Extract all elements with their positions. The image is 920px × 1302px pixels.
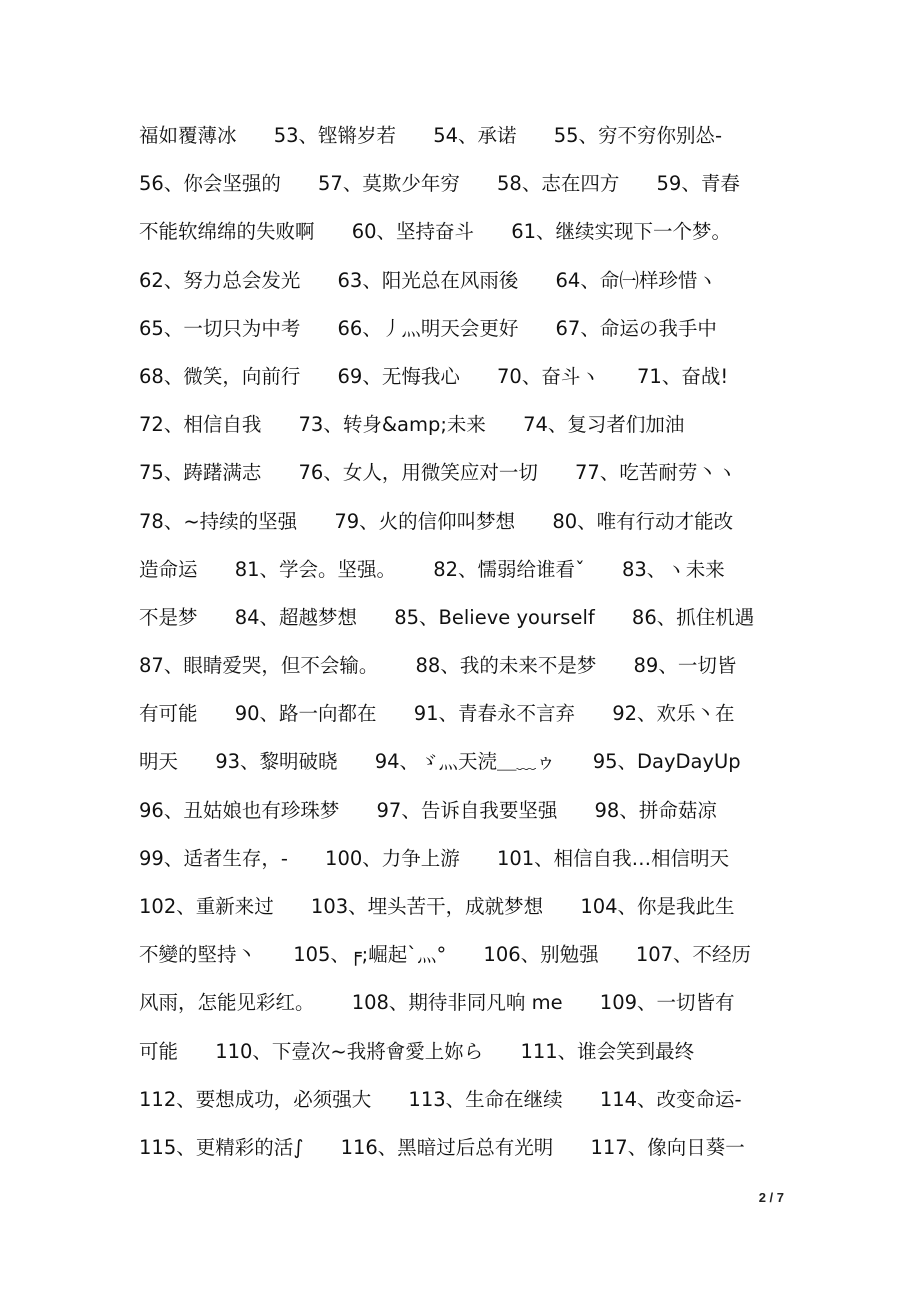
text-line: 可能 110、下壹次~我將會愛上妳ら 111、谁会笑到最终 xyxy=(139,1039,695,1063)
text-line: 风雨，怎能见彩红。 108、期待非同凡响 me 109、一切皆有 xyxy=(139,991,735,1015)
text-line: 56、你会坚强的 57、莫欺少年穷 58、志在四方 59、青春 xyxy=(139,172,740,196)
text-line: 不變的堅持丶 105、╒;崛起`灬° 106、别勉强 107、不经历 xyxy=(139,943,752,967)
text-line: 87、眼睛爱哭，但不会输。 88、我的未来不是梦 89、一切皆 xyxy=(139,654,737,678)
text-line: 65、一切只为中考 66、丿灬明天会更好 67、命运の我手中 xyxy=(139,316,717,340)
text-line: 明天 93、黎明破晓 94、ゞ灬天涜＿﹏ゥ 95、DayDayUp xyxy=(139,750,741,774)
page-number: 2 / 7 xyxy=(758,1190,784,1205)
text-line: 115、更精彩的活∫ 116、黑暗过后总有光明 117、像向日葵一 xyxy=(139,1135,745,1159)
text-line: 不是梦 84、超越梦想 85、Believe yourself 86、抓住机遇 xyxy=(139,605,755,629)
text-line: 福如覆薄冰 53、铿锵岁若 54、承诺 55、穷不穷你别怂- xyxy=(139,124,723,147)
document-body xyxy=(139,112,789,1172)
text-line: 不能软绵绵的失败啊 60、坚持奋斗 61、继续实现下一个梦。 xyxy=(139,220,732,244)
text-line: 96、丑姑娘也有珍珠梦 97、告诉自我要坚强 98、拼命菇凉 xyxy=(139,798,717,822)
text-line: 78、~持续的坚强 79、火的信仰叫梦想 80、唯有行动才能改 xyxy=(139,509,734,533)
text-line: 75、踌躇满志 76、女人，用微笑应对一切 77、吃苦耐劳丶ヽ xyxy=(139,461,737,485)
text-line: 有可能 90、路一向都在 91、青春永不言弃 92、欢乐丶在 xyxy=(139,702,735,726)
text-line: 68、微笑，向前行 69、无悔我心 70、奋斗ヽ 71、奋战! xyxy=(139,364,729,388)
text-line: 72、相信自我 73、转身&amp;未来 74、复习者们加油 xyxy=(139,413,685,437)
text-line: 99、适者生存，- 100、力争上游 101、相信自我…相信明天 xyxy=(139,846,730,870)
text-line: 102、重新来过 103、埋头苦干，成就梦想 104、你是我此生 xyxy=(139,895,735,918)
text-line: 62、努力总会发光 63、阳光总在风雨後 64、命㈠样珍惜ヽ xyxy=(139,268,717,292)
text-line: 112、要想成功，必须强大 113、生命在继续 114、改变命运- xyxy=(139,1087,742,1111)
text-line: 造命运 81、学会。坚强。 82、懦弱给谁看ˇ 83、ヽ未来 xyxy=(139,557,725,581)
